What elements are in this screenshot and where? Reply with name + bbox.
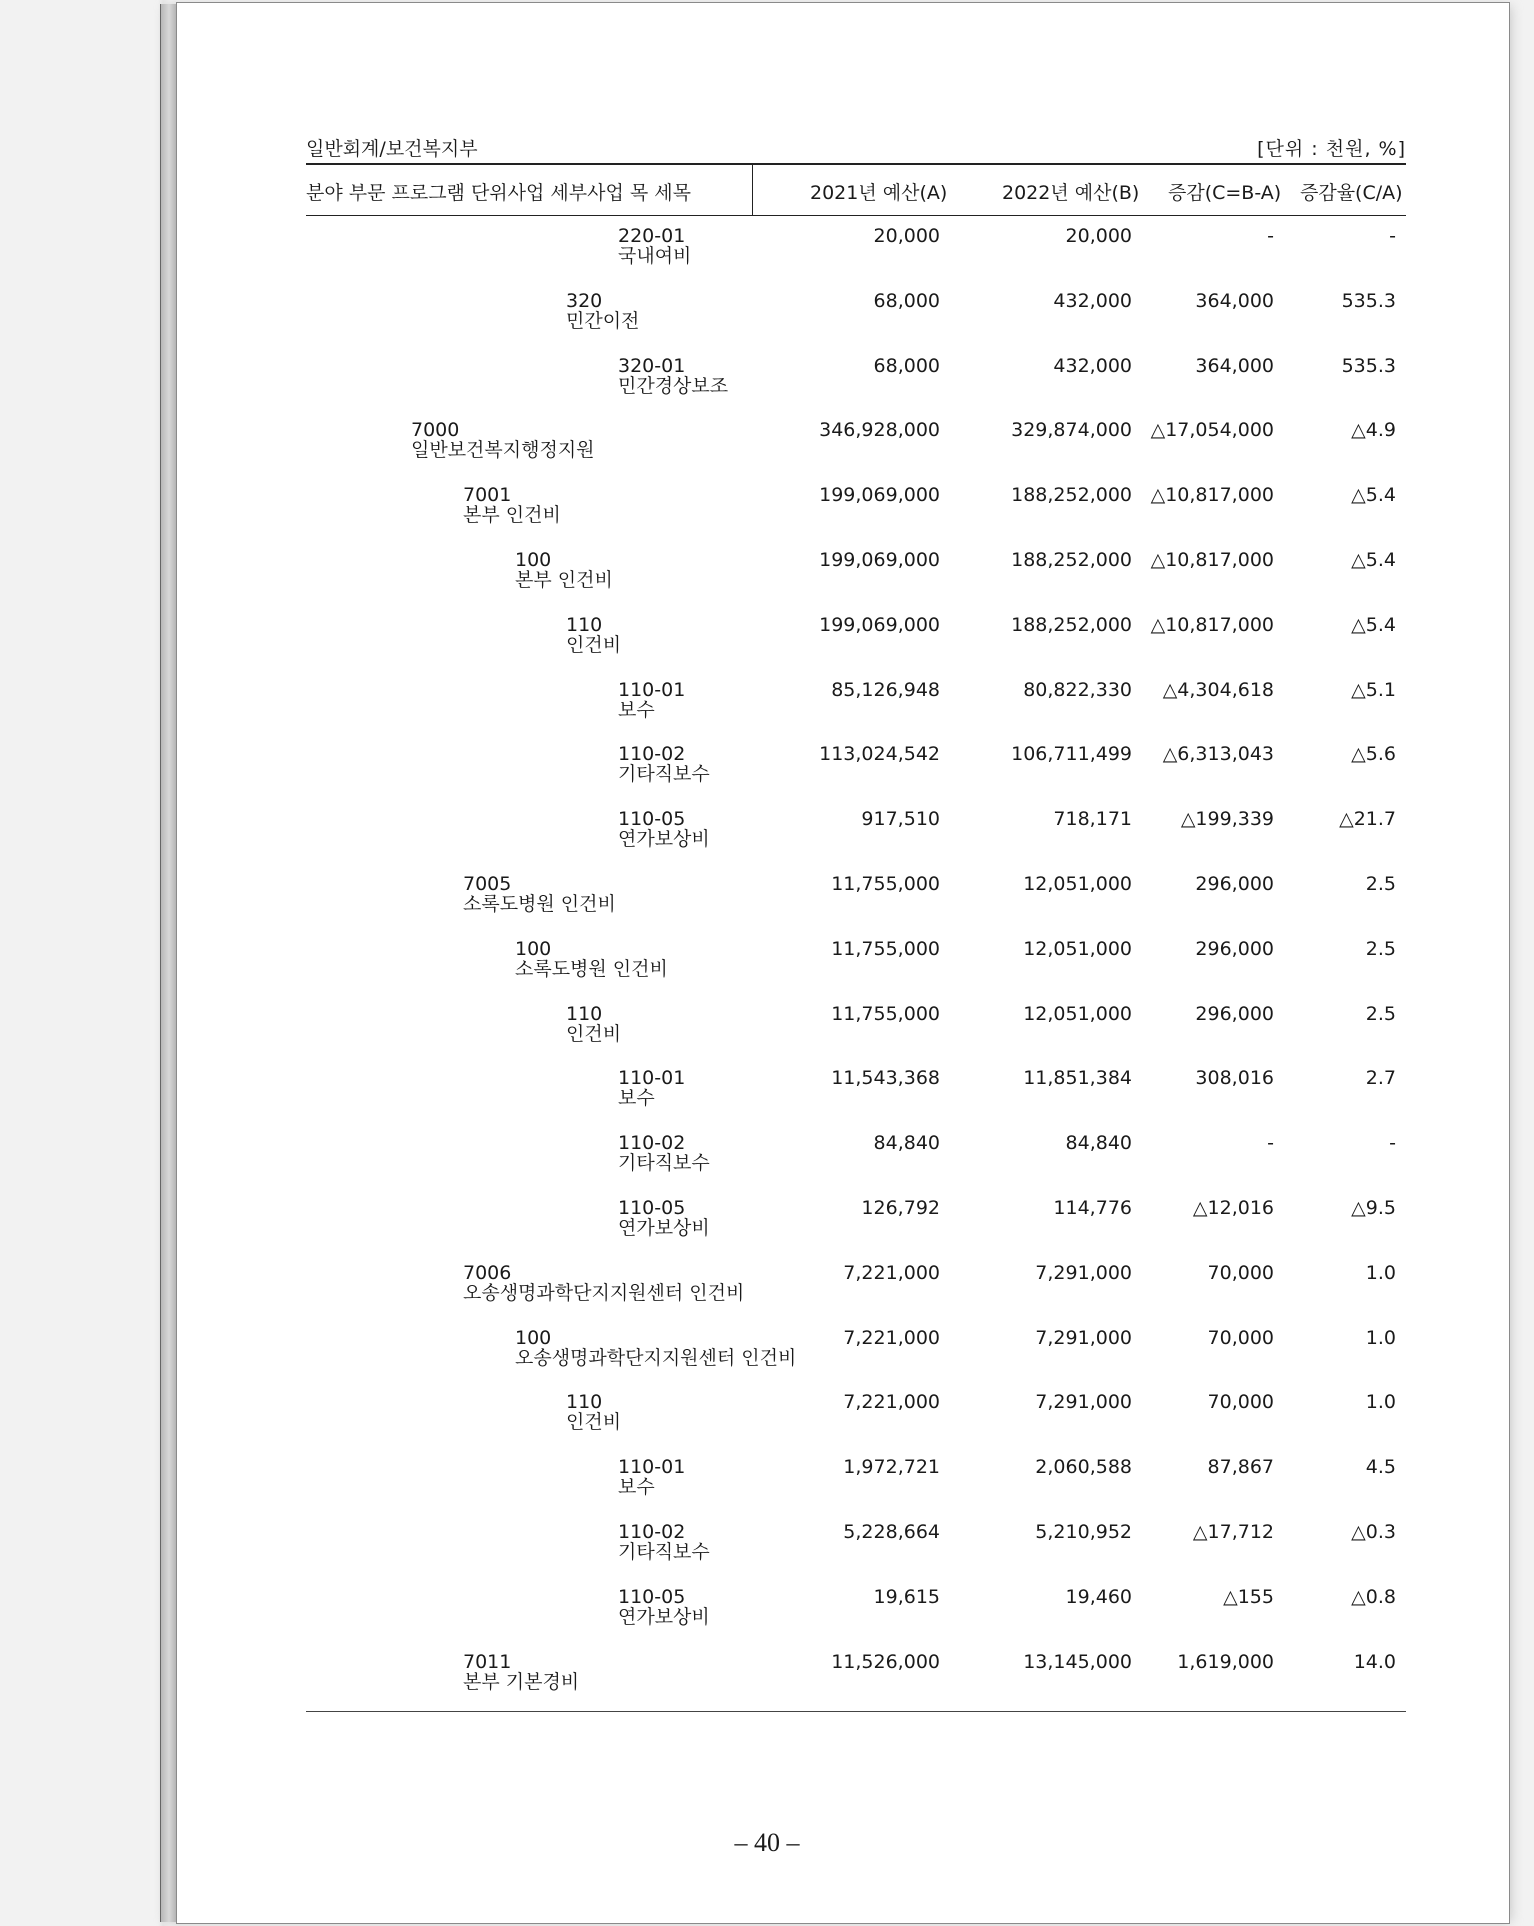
cell-2022-budget: 12,051,000	[1023, 1002, 1132, 1025]
cell-change-rate: 4.5	[1365, 1456, 1396, 1479]
row-name: 연가보상비	[618, 1217, 710, 1239]
row-label	[618, 1198, 710, 1238]
cell-2022-budget: 432,000	[1053, 289, 1132, 312]
row-label	[618, 226, 691, 266]
table-row	[306, 939, 1406, 999]
cell-change: △4,304,618	[1162, 678, 1274, 701]
table-row	[306, 420, 1406, 480]
cell-change: 70,000	[1207, 1261, 1274, 1284]
cell-2021-budget: 20,000	[873, 225, 940, 247]
cell-2022-budget: 84,840	[1065, 1132, 1132, 1155]
cell-change: 70,000	[1207, 1391, 1274, 1414]
cell-2021-budget: 7,221,000	[843, 1391, 940, 1414]
cell-2021-budget: 5,228,664	[843, 1521, 940, 1543]
cell-2022-budget: 13,145,000	[1023, 1650, 1132, 1673]
cell-change: 364,000	[1195, 354, 1274, 377]
cell-2021-budget: 68,000	[873, 289, 940, 312]
cell-change-rate: △0.3	[1351, 1521, 1396, 1543]
table-row	[306, 1457, 1406, 1517]
row-label	[463, 485, 561, 525]
cell-2022-budget: 329,874,000	[1011, 419, 1132, 442]
cell-2022-budget: 7,291,000	[1035, 1261, 1132, 1284]
cell-2021-budget: 346,928,000	[819, 419, 940, 442]
table-header-rule	[306, 215, 1406, 216]
row-code: 110-02	[618, 1132, 686, 1155]
row-name: 기타직보수	[618, 763, 710, 786]
page-number: – 40 –	[734, 1828, 800, 1857]
cell-2021-budget: 199,069,000	[819, 613, 940, 636]
row-label	[463, 1263, 744, 1303]
cell-2021-budget: 84,840	[873, 1132, 940, 1155]
row-name: 보수	[618, 698, 655, 721]
cell-2021-budget: 199,069,000	[819, 484, 940, 507]
cell-change-rate: △5.4	[1351, 613, 1396, 636]
cell-2022-budget: 19,460	[1065, 1585, 1132, 1608]
cell-change-rate: -	[1389, 225, 1396, 247]
row-code: 320	[566, 289, 603, 312]
row-code: 7006	[463, 1261, 512, 1284]
row-label	[566, 291, 639, 331]
row-code: 110-01	[618, 1067, 686, 1090]
row-code: 100	[515, 937, 552, 960]
row-name: 인건비	[566, 1022, 622, 1045]
cell-change: △10,817,000	[1150, 613, 1274, 636]
row-label	[463, 1652, 579, 1692]
cell-change-rate: △9.5	[1351, 1197, 1396, 1219]
row-label	[515, 1328, 796, 1368]
table-top-rule	[306, 163, 1406, 165]
cell-2021-budget: 11,543,368	[831, 1067, 940, 1090]
row-name: 연가보상비	[618, 1605, 710, 1628]
table-row	[306, 809, 1406, 869]
table-row	[306, 1587, 1406, 1647]
table-row	[306, 680, 1406, 740]
cell-change: 364,000	[1195, 289, 1274, 312]
row-name: 소록도병원 인건비	[515, 957, 668, 980]
cell-change-rate: 14.0	[1353, 1650, 1396, 1673]
cell-2022-budget: 188,252,000	[1011, 613, 1132, 636]
table-row	[306, 1004, 1406, 1064]
cell-2022-budget: 11,851,384	[1023, 1067, 1132, 1090]
cell-2021-budget: 11,526,000	[831, 1650, 940, 1673]
row-label	[618, 1522, 710, 1562]
row-name: 민간경상보조	[618, 374, 729, 397]
table-row	[306, 1263, 1406, 1323]
cell-change-rate: 2.7	[1365, 1067, 1396, 1090]
row-code: 7000	[411, 419, 460, 442]
table-row	[306, 1068, 1406, 1128]
cell-change: △12,016	[1192, 1197, 1274, 1219]
cell-change: 70,000	[1207, 1326, 1274, 1349]
row-code: 7011	[463, 1650, 512, 1673]
col-header-category: 분야 부문 프로그램 단위사업 세부사업 목 세목	[306, 182, 691, 204]
cell-change-rate: -	[1389, 1132, 1396, 1155]
cell-change-rate: 2.5	[1365, 873, 1396, 895]
cell-2022-budget: 7,291,000	[1035, 1391, 1132, 1414]
row-code: 110-02	[618, 743, 686, 766]
row-code: 110-02	[618, 1521, 686, 1543]
cell-change-rate: △0.8	[1351, 1585, 1396, 1608]
table-row	[306, 744, 1406, 804]
cell-2021-budget: 7,221,000	[843, 1326, 940, 1349]
row-label	[618, 680, 685, 720]
cell-2022-budget: 80,822,330	[1023, 678, 1132, 701]
cell-2021-budget: 11,755,000	[831, 1002, 940, 1025]
cell-change: 308,016	[1195, 1067, 1274, 1090]
col-header-change: 증감(C=B-A)	[1168, 182, 1282, 204]
row-label	[618, 356, 728, 396]
row-label	[618, 1068, 685, 1108]
table-row	[306, 874, 1406, 934]
row-code: 110-05	[618, 1585, 686, 1608]
cell-change-rate: 535.3	[1341, 354, 1396, 377]
cell-change-rate: △5.6	[1351, 743, 1396, 766]
cell-2021-budget: 113,024,542	[819, 743, 940, 766]
account-title: 일반회계/보건복지부	[306, 138, 478, 160]
row-name: 인건비	[566, 633, 622, 656]
row-code: 110	[566, 1002, 603, 1025]
cell-change: △155	[1223, 1585, 1274, 1608]
cell-change-rate: △4.9	[1351, 419, 1396, 442]
cell-change-rate: 1.0	[1365, 1391, 1396, 1414]
cell-2021-budget: 85,126,948	[831, 678, 940, 701]
row-code: 7001	[463, 484, 512, 507]
row-label	[618, 744, 710, 784]
table-row	[306, 1522, 1406, 1582]
cell-2022-budget: 188,252,000	[1011, 484, 1132, 507]
row-label	[618, 1587, 710, 1627]
row-label	[566, 1004, 621, 1044]
row-label	[618, 809, 710, 849]
cell-change: 296,000	[1195, 937, 1274, 960]
table-row	[306, 226, 1406, 286]
cell-change-rate: 1.0	[1365, 1326, 1396, 1349]
row-name: 기타직보수	[618, 1152, 710, 1175]
row-code: 320-01	[618, 354, 686, 377]
cell-2022-budget: 188,252,000	[1011, 549, 1132, 571]
row-name: 본부 기본경비	[463, 1670, 580, 1693]
table-row	[306, 1392, 1406, 1452]
row-name: 보수	[618, 1476, 655, 1499]
cell-change: △17,054,000	[1150, 419, 1274, 442]
row-name: 오송생명과학단지지원센터 인건비	[463, 1281, 745, 1304]
table-row	[306, 1652, 1406, 1712]
cell-change: 296,000	[1195, 873, 1274, 895]
row-name: 기타직보수	[618, 1541, 710, 1563]
row-label	[566, 1392, 621, 1432]
cell-2021-budget: 68,000	[873, 354, 940, 377]
row-code: 110-01	[618, 678, 686, 701]
cell-2021-budget: 917,510	[861, 808, 940, 831]
row-code: 100	[515, 1326, 552, 1349]
cell-change: △199,339	[1180, 808, 1274, 831]
row-name: 소록도병원 인건비	[463, 893, 616, 915]
table-row	[306, 1133, 1406, 1193]
cell-2021-budget: 11,755,000	[831, 937, 940, 960]
row-name: 본부 인건비	[515, 569, 613, 591]
cell-change: 1,619,000	[1177, 1650, 1274, 1673]
row-code: 7005	[463, 873, 512, 895]
table-row	[306, 1198, 1406, 1258]
cell-change-rate: △21.7	[1339, 808, 1396, 831]
header-column-divider	[752, 165, 753, 215]
cell-2022-budget: 2,060,588	[1035, 1456, 1132, 1479]
cell-change-rate: 1.0	[1365, 1261, 1396, 1284]
cell-change: 87,867	[1207, 1456, 1274, 1479]
table-row	[306, 291, 1406, 351]
row-name: 본부 인건비	[463, 504, 561, 527]
unit-label: [단위 : 천원, %]	[1257, 138, 1406, 160]
cell-change-rate: 2.5	[1365, 937, 1396, 960]
col-header-2022: 2022년 예산(B)	[1002, 182, 1140, 204]
cell-2021-budget: 199,069,000	[819, 549, 940, 571]
row-label	[566, 615, 621, 655]
col-header-change-rate: 증감율(C/A)	[1300, 182, 1403, 204]
cell-2022-budget: 20,000	[1065, 225, 1132, 247]
cell-2022-budget: 106,711,499	[1011, 743, 1132, 766]
table-bottom-rule	[306, 1711, 1406, 1712]
row-label	[515, 550, 613, 590]
cell-2022-budget: 12,051,000	[1023, 873, 1132, 895]
row-code: 110	[566, 1391, 603, 1414]
cell-change: -	[1267, 1132, 1274, 1155]
row-name: 민간이전	[566, 309, 640, 332]
row-name: 인건비	[566, 1411, 622, 1434]
row-label	[618, 1133, 710, 1173]
table-row	[306, 550, 1406, 610]
cell-change-rate: 535.3	[1341, 289, 1396, 312]
cell-2022-budget: 7,291,000	[1035, 1326, 1132, 1349]
table-row	[306, 485, 1406, 545]
cell-change-rate: △5.4	[1351, 549, 1396, 571]
cell-2021-budget: 126,792	[861, 1197, 940, 1219]
cell-change-rate: △5.1	[1351, 678, 1396, 701]
row-name: 일반보건복지행정지원	[411, 439, 595, 462]
col-header-2021: 2021년 예산(A)	[810, 182, 948, 204]
cell-change: △17,712	[1192, 1521, 1274, 1543]
row-name: 연가보상비	[618, 828, 710, 851]
row-code: 220-01	[618, 225, 686, 247]
row-name: 국내여비	[618, 245, 692, 267]
cell-2022-budget: 718,171	[1053, 808, 1132, 831]
cell-change: 296,000	[1195, 1002, 1274, 1025]
cell-2022-budget: 114,776	[1053, 1197, 1132, 1219]
row-label	[411, 420, 595, 460]
cell-change: △10,817,000	[1150, 549, 1274, 571]
cell-change: △10,817,000	[1150, 484, 1274, 507]
table-row	[306, 1328, 1406, 1388]
row-name: 오송생명과학단지지원센터 인건비	[515, 1346, 797, 1369]
cell-2021-budget: 19,615	[873, 1585, 940, 1608]
row-code: 110-05	[618, 1197, 686, 1219]
cell-2021-budget: 11,755,000	[831, 873, 940, 895]
cell-2022-budget: 5,210,952	[1035, 1521, 1132, 1543]
table-row	[306, 615, 1406, 675]
row-label	[618, 1457, 685, 1497]
cell-change: △6,313,043	[1162, 743, 1274, 766]
row-label	[515, 939, 668, 979]
cell-2021-budget: 7,221,000	[843, 1261, 940, 1284]
cell-change-rate: 2.5	[1365, 1002, 1396, 1025]
cell-2022-budget: 432,000	[1053, 354, 1132, 377]
row-code: 110-01	[618, 1456, 686, 1479]
row-code: 110	[566, 613, 603, 636]
cell-change: -	[1267, 225, 1274, 247]
cell-2021-budget: 1,972,721	[843, 1456, 940, 1479]
row-label	[463, 874, 616, 914]
cell-change-rate: △5.4	[1351, 484, 1396, 507]
row-code: 110-05	[618, 808, 686, 831]
row-code: 100	[515, 549, 552, 571]
table-row	[306, 356, 1406, 416]
cell-2022-budget: 12,051,000	[1023, 937, 1132, 960]
row-name: 보수	[618, 1087, 655, 1110]
